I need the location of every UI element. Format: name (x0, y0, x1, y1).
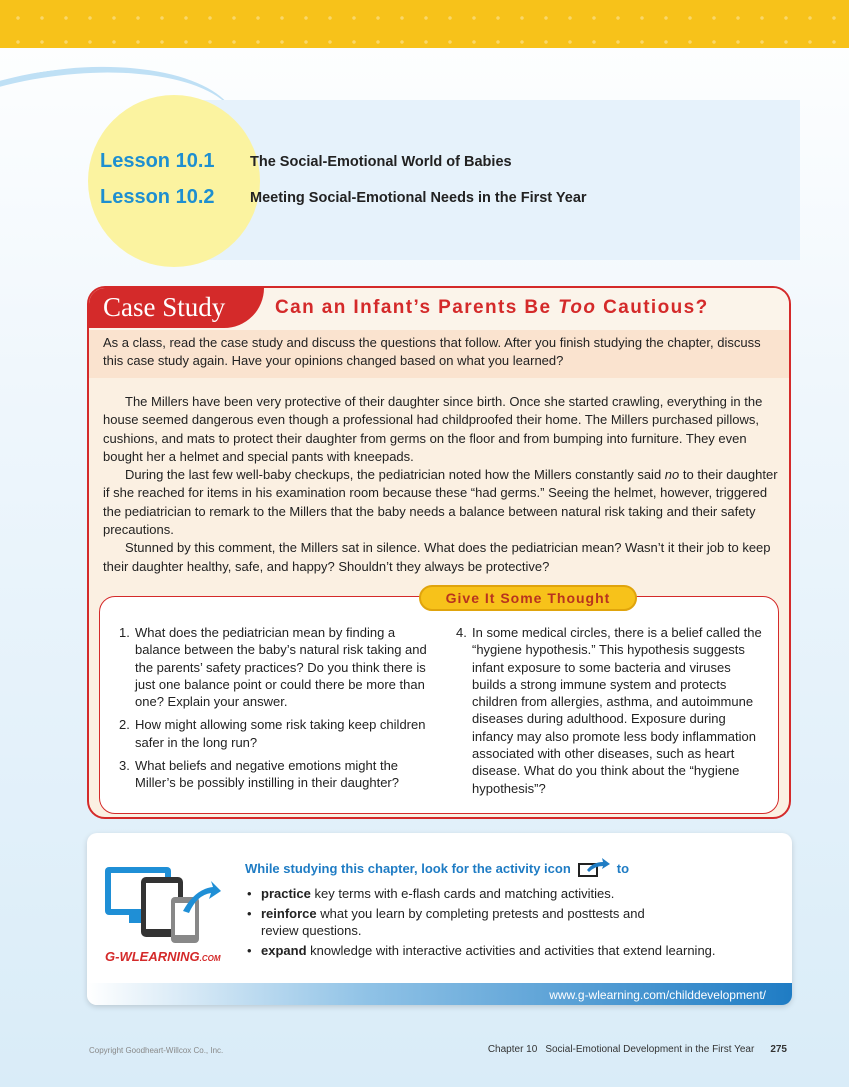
top-decorative-band (0, 0, 849, 48)
gw-list-item (247, 885, 787, 902)
case-study-story (103, 393, 779, 576)
lesson-number: Lesson 10.1 (100, 150, 215, 172)
question-number: 2. (119, 717, 130, 733)
case-study-title (275, 297, 709, 319)
gw-item-keyword: practice (261, 886, 311, 901)
activity-icon (577, 858, 611, 878)
story-paragraph: The Millers have been very protective of their daughter since birth. Once she started crawling, everything in the house seemed dangerous even though a professional had childproofed their home. The Millers purchased pillows, cushions, and mats to protect their daughter from germs on the floor and from bumping into furniture. They even bought her a helmet and special pants with kneepads. (103, 394, 763, 464)
story-text: During the last few well-baby checkups, the pediatrician noted how the Millers constantly said (125, 467, 665, 483)
lesson-title: Meeting Social-Emotional Needs in the First Year (250, 189, 587, 206)
gw-logo-text: G-WLEARNING (105, 949, 200, 964)
question-number: 4. (456, 625, 467, 640)
questions-left-column (119, 624, 441, 798)
page-footer (488, 1044, 787, 1055)
case-study-box (87, 286, 791, 819)
question-item (119, 716, 441, 751)
gw-list-item (247, 942, 787, 959)
question-item (119, 757, 441, 792)
story-emphasis: no (664, 467, 680, 483)
question-item (456, 624, 768, 797)
case-study-tab: Case Study (89, 288, 264, 328)
case-study-title-end: Cautious? (596, 297, 709, 318)
question-text: In some medical circles, there is a belief called the “hygiene hypothesis.” This hypothesis suggests infant exposure to some bacteria and viruses builds a strong immune system and protects children from allergies, asthma, and autoimmune diseases during adulthood. Exposure during infancy may also promote less body inflammation associated with other diseases, such as heart disease. What do you think about the “hygiene hypothesis”? (472, 625, 762, 796)
question-text: What beliefs and negative emotions might the Miller’s be possibly instilling in their daughter? (135, 758, 399, 791)
thought-questions-box (99, 596, 779, 814)
gw-heading-text: While studying this chapter, look for the activity icon (245, 860, 571, 876)
question-text: How might allowing some risk taking keep children safer in the long run? (135, 717, 426, 750)
gw-activity-list (247, 885, 787, 962)
lesson-title: The Social-Emotional World of Babies (250, 153, 512, 170)
page-number: 275 (770, 1044, 787, 1055)
lesson-row-2[interactable] (100, 186, 587, 209)
story-paragraph (103, 466, 779, 539)
gw-heading-text-end: to (616, 860, 630, 876)
lesson-number: Lesson 10.2 (100, 186, 215, 208)
story-text: to their daughter if she reached for items in his examination room because these “had germs.” Seeing the helmet, however, triggered the pediatrician to remark to the Millers that the baby needs a balance between natural risk taking and their safety precautions. (103, 467, 778, 538)
question-item (119, 624, 441, 710)
question-text: What does the pediatrician mean by finding a balance between the baby’s natural risk taking and the parents’ safety practices? Do you think there is just one balance point or could there be more than one? Explain your answer. (135, 625, 427, 710)
lesson-row-1[interactable] (100, 150, 512, 173)
story-paragraph: Stunned by this comment, the Millers sat in silence. What does the pediatrician mean? Wasn’t it their job to keep their daughter healthy, safe, and happy? Shouldn’t they always be protective? (103, 540, 771, 574)
gw-heading (245, 858, 629, 878)
case-study-title-emphasis: Too (558, 297, 597, 318)
case-study-header (89, 288, 789, 334)
give-it-some-thought-badge: Give It Some Thought (419, 585, 637, 611)
gw-logo-suffix: .COM (199, 954, 221, 963)
gw-item-text: key terms with e-flash cards and matching activities. (310, 886, 615, 901)
gw-url-bar (87, 983, 792, 1005)
gw-item-text: knowledge with interactive activities and activities that extend learning. (306, 943, 716, 958)
questions-right-column (456, 624, 768, 803)
gw-item-text: what you learn by completing pretests and posttests and review questions. (261, 906, 645, 938)
question-number: 3. (119, 758, 130, 774)
gw-item-keyword: expand (261, 943, 307, 958)
question-number: 1. (119, 625, 130, 640)
gw-list-item (247, 905, 677, 939)
chapter-title: Social-Emotional Development in the First Year (545, 1044, 755, 1055)
gw-url-link[interactable]: www.g-wlearning.com/childdevelopment/ (549, 988, 766, 1002)
copyright-notice: Copyright Goodheart-Willcox Co., Inc. (89, 1046, 224, 1055)
case-study-title-start: Can an Infant’s Parents Be (275, 297, 559, 318)
gw-learning-panel (87, 833, 792, 1005)
devices-icon (103, 863, 223, 945)
chapter-label: Chapter 10 (487, 1044, 538, 1055)
lesson-circle (88, 95, 260, 267)
gw-learning-logo (105, 949, 221, 964)
case-study-intro: As a class, read the case study and discuss the questions that follow. After you finish studying the chapter, discuss this case study again. Have your opinions changed based on what you learned? (89, 330, 789, 378)
gw-item-keyword: reinforce (261, 906, 317, 921)
